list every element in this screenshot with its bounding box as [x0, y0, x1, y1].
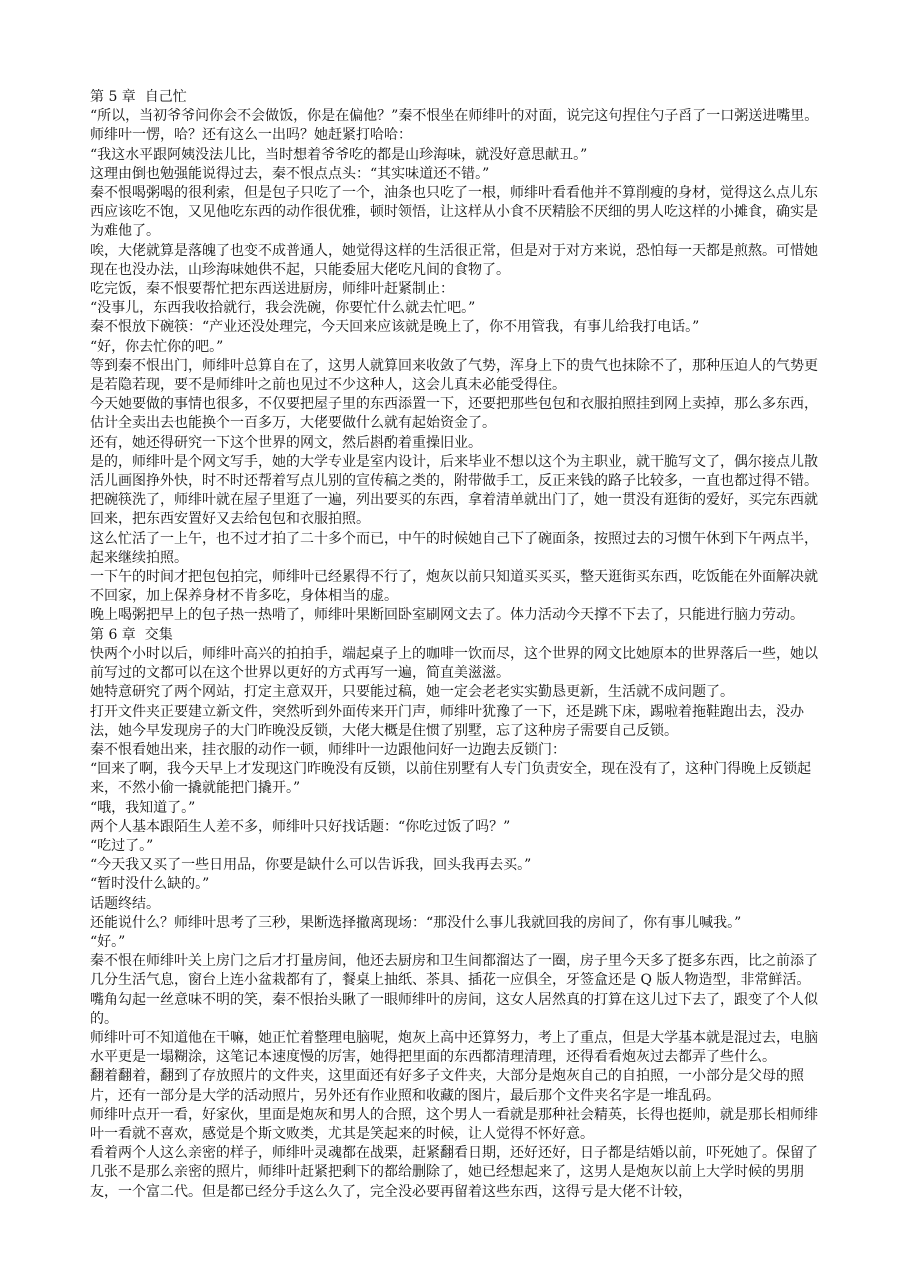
paragraph: 翻着翻着，翻到了存放照片的文件夹，这里面还有好多子文件夹，大部分是炮灰自己的自拍照，一小部分是父母的照片，还有一部分是大学的活动照片，另外还有作业照和收藏的图片，最后那个文件夹名字是一堆乱码。	[90, 1068, 804, 1104]
paragraph: “我这水平跟阿姨没法儿比，当时想着爷爷吃的都是山珍海味，就没好意思献丑。”	[90, 146, 588, 163]
paragraph: “吃过了。”	[90, 837, 154, 854]
paragraph: 打开文件夹正要建立新文件，突然听到外面传来开门声，师绯叶犹豫了一下，还是跳下床，踢啦着拖鞋跑出去，没办法，她今早发现房子的大门昨晚没反锁，大佬大概是住惯了别墅，忘了这种房子需要自己反锁。	[90, 703, 804, 739]
paragraph: 这么忙活了一上午，也不过才拍了二十多个而已，中午的时候她自己下了碗面条，按照过去的习惯午休到下午两点半，起来继续拍照。	[90, 530, 818, 566]
paragraph: “哦，我知道了。”	[90, 799, 196, 816]
paragraph: 话题终结。	[90, 895, 160, 912]
paragraph: 秦不恨看她出来，挂衣服的动作一顿，师绯叶一边跟他问好一边跑去反锁门：	[90, 741, 566, 758]
paragraph: “回来了啊，我今天早上才发现这门昨晚没有反锁，以前住别墅有人专门负责安全，现在没有了，这种门得晚上反锁起来，不然小偷一撬就能把门撬开。”	[90, 761, 812, 797]
paragraph: 快两个小时以后，师绯叶高兴的拍拍手，端起桌子上的咖啡一饮而尽，这个世界的网文比她原本的世界落后一些，她以前写过的文都可以在这个世界以更好的方式再写一遍，简直美滋滋。	[90, 645, 818, 682]
paragraph: 她特意研究了两个网站，打定主意双开，只要能过稿，她一定会老老实实勤恳更新，生活就不成问题了。	[90, 684, 734, 701]
paragraph: 两个人基本跟陌生人差不多，师绯叶只好找话题：“你吃过饭了吗？”	[90, 818, 511, 835]
paragraph: “好，你去忙你的吧。”	[90, 338, 224, 355]
paragraph: 秦不恨在师绯叶关上房门之后才打量房间，他还去厨房和卫生间都溜达了一圈，房子里今天多了挺多东西，比之前添了几分生活气息，窗台上连小盆栽都有了，餐桌上抽纸、茶具、插花一应俱全，牙签盒还是 Q 版人物造型，非常鲜活。	[90, 953, 818, 989]
paragraph: 秦不恨放下碗筷：“产业还没处理完，今天回来应该就是晚上了，你不用管我，有事儿给我打电话。”	[90, 319, 700, 336]
paragraph: 还有，她还得研究一下这个世界的网文，然后斟酌着重操旧业。	[90, 434, 482, 451]
paragraph: “暂时没什么缺的。”	[90, 876, 210, 893]
paragraph: 今天她要做的事情也很多，不仅要把屋子里的东西添置一下，还要把那些包包和衣服拍照挂到网上卖掉，那么多东西，估计全卖出去也能换个一百多万，大佬要做什么就有起始资金了。	[90, 396, 818, 432]
paragraph: 唉，大佬就算是落魄了也变不成普通人，她觉得这样的生活很正常，但是对于对方来说，恐怕每一天都是煎熬。可惜她现在也没办法，山珍海味她供不起，只能委屈大佬吃凡间的食物了。	[90, 242, 818, 278]
paragraph: 师绯叶一愣，哈？还有这么一出吗？她赶紧打哈哈：	[90, 127, 412, 144]
paragraph: 秦不恨喝粥喝的很利索，但是包子只吃了一个，油条也只吃了一根，师绯叶看看他并不算削瘦的身材，觉得这么点儿东西应该吃不饱，又见他吃东西的动作很优雅，顿时领悟，让这样从小食不厌精脍不厌细的男人吃这样的小摊食，确实是为难他了。	[90, 185, 818, 240]
paragraph: 看着两个人这么亲密的样子，师绯叶灵魂都在战栗，赶紧翻看日期，还好还好，日子都是结婚以前，吓死她了。保留了几张不是那么亲密的照片，师绯叶赶紧把剩下的都给删除了，她已经想起来了，这男人是炮灰以前上大学时候的男朋友，一个富二代。但是都已经分手这么久了，完全没必要再留着这些东西，这得亏是大佬不计较，	[90, 1145, 818, 1200]
paragraph: 晚上喝粥把早上的包子热一热啃了，师绯叶果断回卧室刷网文去了。体力活动今天撑不下去了，只能进行脑力劳动。	[90, 607, 804, 624]
paragraph: “今天我又买了一些日用品，你要是缺什么可以告诉我，回头我再去买。”	[90, 857, 532, 874]
paragraph: “好。”	[90, 933, 126, 950]
paragraph: “所以，当初爷爷问你会不会做饭，你是在偏他？”秦不恨坐在师绯叶的对面，说完这句捏住勺子舀了一口粥送进嘴里。	[90, 108, 819, 125]
paragraph: 等到秦不恨出门，师绯叶总算自在了，这男人就算回来收敛了气势，浑身上下的贵气也抹除不了，那种压迫人的气势更是若隐若现，要不是师绯叶之前也见过不少这种人，这会儿真未必能受得住。	[90, 357, 818, 394]
paragraph: 这理由倒也勉强能说得过去，秦不恨点点头：“其实味道还不错。”	[90, 165, 490, 182]
paragraph: 师绯叶点开一看，好家伙，里面是炮灰和男人的合照，这个男人一看就是那种社会精英，长得也挺帅，就是那长相师绯叶一看就不喜欢，感觉是个斯文败类，尤其是笑起来的时候，让人觉得不怀好意。	[90, 1106, 818, 1142]
paragraph: 师绯叶可不知道他在干嘛，她正忙着整理电脑呢，炮灰上高中还算努力，考上了重点，但是大学基本就是混过去，电脑水平更是一塌糊涂，这笔记本速度慢的厉害，她得把里面的东西都清理清理，还得看看炮灰过去都弄了些什么。	[90, 1029, 818, 1066]
paragraph: 嘴角勾起一丝意味不明的笑，秦不恨抬头瞅了一眼师绯叶的房间，这女人居然真的打算在这儿过下去了，跟变了个人似的。	[90, 991, 818, 1027]
paragraph: 吃完饭，秦不恨要帮忙把东西送进厨房，师绯叶赶紧制止：	[90, 281, 454, 298]
paragraph: 一下午的时间才把包包拍完，师绯叶已经累得不行了，炮灰以前只知道买买买，整天逛街买东西，吃饭能在外面解决就不回家，加上保养身材不肯多吃，身体相当的虚。	[90, 569, 818, 605]
paragraph: 是的，师绯叶是个网文写手，她的大学专业是室内设计，后来毕业不想以这个为主职业，就干脆写文了，偶尔接点儿散活儿画图挣外快，时不时还帮着写点儿别的宣传稿之类的，附带做手工，反正来钱的路子比较多，一直也都过得不错。	[90, 453, 818, 490]
chapter-heading: 第 6 章 交集	[90, 626, 173, 643]
paragraph: “没事儿，东西我收拾就行，我会洗碗，你要忙什么就去忙吧。”	[90, 300, 476, 317]
paragraph: 还能说什么？师绯叶思考了三秒，果断选择撤离现场：“那没什么事儿我就回我的房间了，你有事儿喊我。”	[90, 914, 742, 931]
document-page	[90, 88, 820, 1202]
chapter-heading: 第 5 章 自己忙	[90, 89, 187, 105]
paragraph: 把碗筷洗了，师绯叶就在屋子里逛了一遍，列出要买的东西，拿着清单就出门了，她一贯没有逛街的爱好，买完东西就回来，把东西安置好又去给包包和衣服拍照。	[90, 492, 818, 528]
